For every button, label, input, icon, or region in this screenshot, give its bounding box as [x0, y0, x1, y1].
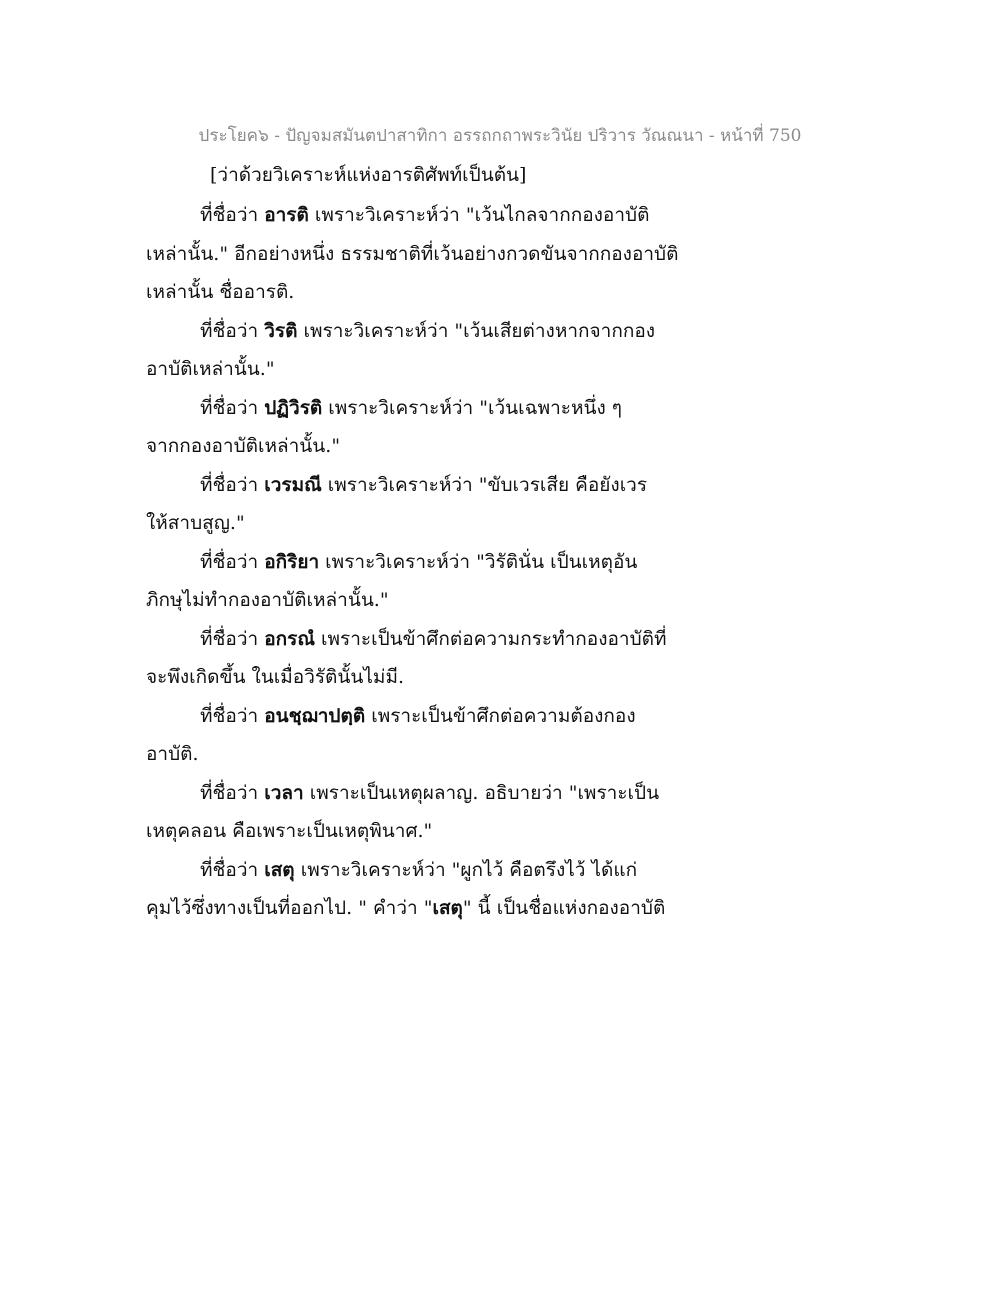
paragraph-line: เหล่านั้น." อีกอย่างหนึ่ง ธรรมชาติที่เว้นอย่างกวดขันจากกองอาบัติ — [146, 242, 679, 265]
line-text: ที่ชื่อว่า — [200, 473, 265, 496]
defined-term: วิรติ — [264, 319, 298, 342]
line-text: ที่ชื่อว่า — [200, 627, 265, 650]
line-text: ที่ชื่อว่า — [200, 204, 265, 226]
defined-term: อกรณํ — [264, 627, 315, 650]
paragraph-first-line — [146, 697, 706, 736]
line-text: คุมไว้ซึ่งทางเป็นที่ออกไป. " คำว่า " — [146, 897, 433, 919]
paragraph-first-line — [146, 620, 706, 659]
running-header-text: ประโยค๖ - ปัญจมสมันตปาสาทิกา อรรถกถาพระวินัย ปริวาร วัณณนา - หน้าที่ 750 — [198, 126, 802, 146]
paragraph-line: จะพึงเกิดขึ้น ในเมื่อวิรัตินั้นไม่มี. — [146, 666, 405, 688]
paragraph-line: อาบัติ. — [146, 743, 199, 765]
paragraph-pativirati — [146, 389, 706, 466]
paragraph-first-line — [146, 543, 706, 582]
defined-term: อนชฺฌาปตฺติ — [264, 704, 366, 727]
body-text — [146, 196, 706, 928]
paragraph-first-line — [146, 196, 706, 235]
paragraph-line: ภิกษุไม่ทำกองอาบัติเหล่านั้น." — [146, 589, 389, 611]
paragraph-setu — [146, 851, 706, 928]
paragraph-line: อาบัติเหล่านั้น." — [146, 358, 275, 380]
line-text: เพราะวิเคราะห์ว่า "ผูกไว้ คือตรึงไว้ ได้แก่ — [294, 858, 638, 881]
paragraph-first-line — [146, 312, 706, 351]
paragraph-line: จากกองอาบัติเหล่านั้น." — [146, 435, 341, 457]
line-text: ที่ชื่อว่า — [200, 858, 265, 881]
paragraph-vela — [146, 774, 706, 851]
paragraph-virati — [146, 312, 706, 389]
line-text: เพราะเป็นข้าศึกต่อความต้องกอง — [365, 704, 636, 727]
defined-term: อารติ — [264, 204, 309, 226]
paragraph-arati — [146, 196, 706, 312]
line-text: เพราะเป็นข้าศึกต่อความกระทำกองอาบัติที่ — [314, 627, 667, 650]
line-text: เพราะวิเคราะห์ว่า "วิรัตินั่น เป็นเหตุอัน — [319, 550, 638, 573]
line-text: เพราะเป็นเหตุผลาญ. อธิบายว่า "เพราะเป็น — [303, 781, 660, 804]
line-text: ที่ชื่อว่า — [200, 550, 265, 573]
line-text: เพราะวิเคราะห์ว่า "ขับเวรเสีย คือยังเวร — [321, 473, 648, 496]
paragraph-line — [146, 889, 706, 928]
running-header — [0, 122, 1000, 149]
defined-term: เสตุ — [264, 858, 295, 881]
defined-term: เสตุ — [432, 897, 463, 919]
paragraph-line: เหตุคลอน คือเพราะเป็นเหตุพินาศ." — [146, 820, 433, 842]
paragraph-first-line — [146, 851, 706, 890]
paragraph-line: ให้สาบสูญ." — [146, 512, 245, 534]
paragraph-akaranam — [146, 620, 706, 697]
line-text: เพราะวิเคราะห์ว่า "เว้นไกลจากกองอาบัติ — [308, 204, 650, 226]
defined-term: ปฏิวิรติ — [264, 396, 323, 419]
paragraph-veramani — [146, 466, 706, 543]
paragraph-first-line — [146, 389, 706, 428]
line-text: ที่ชื่อว่า — [200, 396, 265, 419]
line-text: ที่ชื่อว่า — [200, 319, 265, 342]
defined-term: เวรมณี — [264, 473, 322, 496]
defined-term: อกิริยา — [264, 550, 320, 573]
paragraph-first-line — [146, 466, 706, 505]
line-text: " นี้ เป็นชื่อแห่งกองอาบัติ — [462, 897, 666, 919]
paragraph-line: เหล่านั้น ชื่ออารติ. — [146, 281, 295, 303]
section-title: [ว่าด้วยวิเคราะห์แห่งอารติศัพท์เป็นต้น] — [210, 164, 527, 186]
paragraph-first-line — [146, 774, 706, 813]
line-text: ที่ชื่อว่า — [200, 781, 265, 804]
paragraph-anajjhapatti — [146, 697, 706, 774]
line-text: เพราะวิเคราะห์ว่า "เว้นเฉพาะหนึ่ง ๆ — [322, 396, 623, 419]
line-text: เพราะวิเคราะห์ว่า "เว้นเสียต่างหากจากกอง — [297, 319, 656, 342]
defined-term: เวลา — [264, 781, 304, 804]
line-text: ที่ชื่อว่า — [200, 704, 265, 727]
paragraph-akiriya — [146, 543, 706, 620]
